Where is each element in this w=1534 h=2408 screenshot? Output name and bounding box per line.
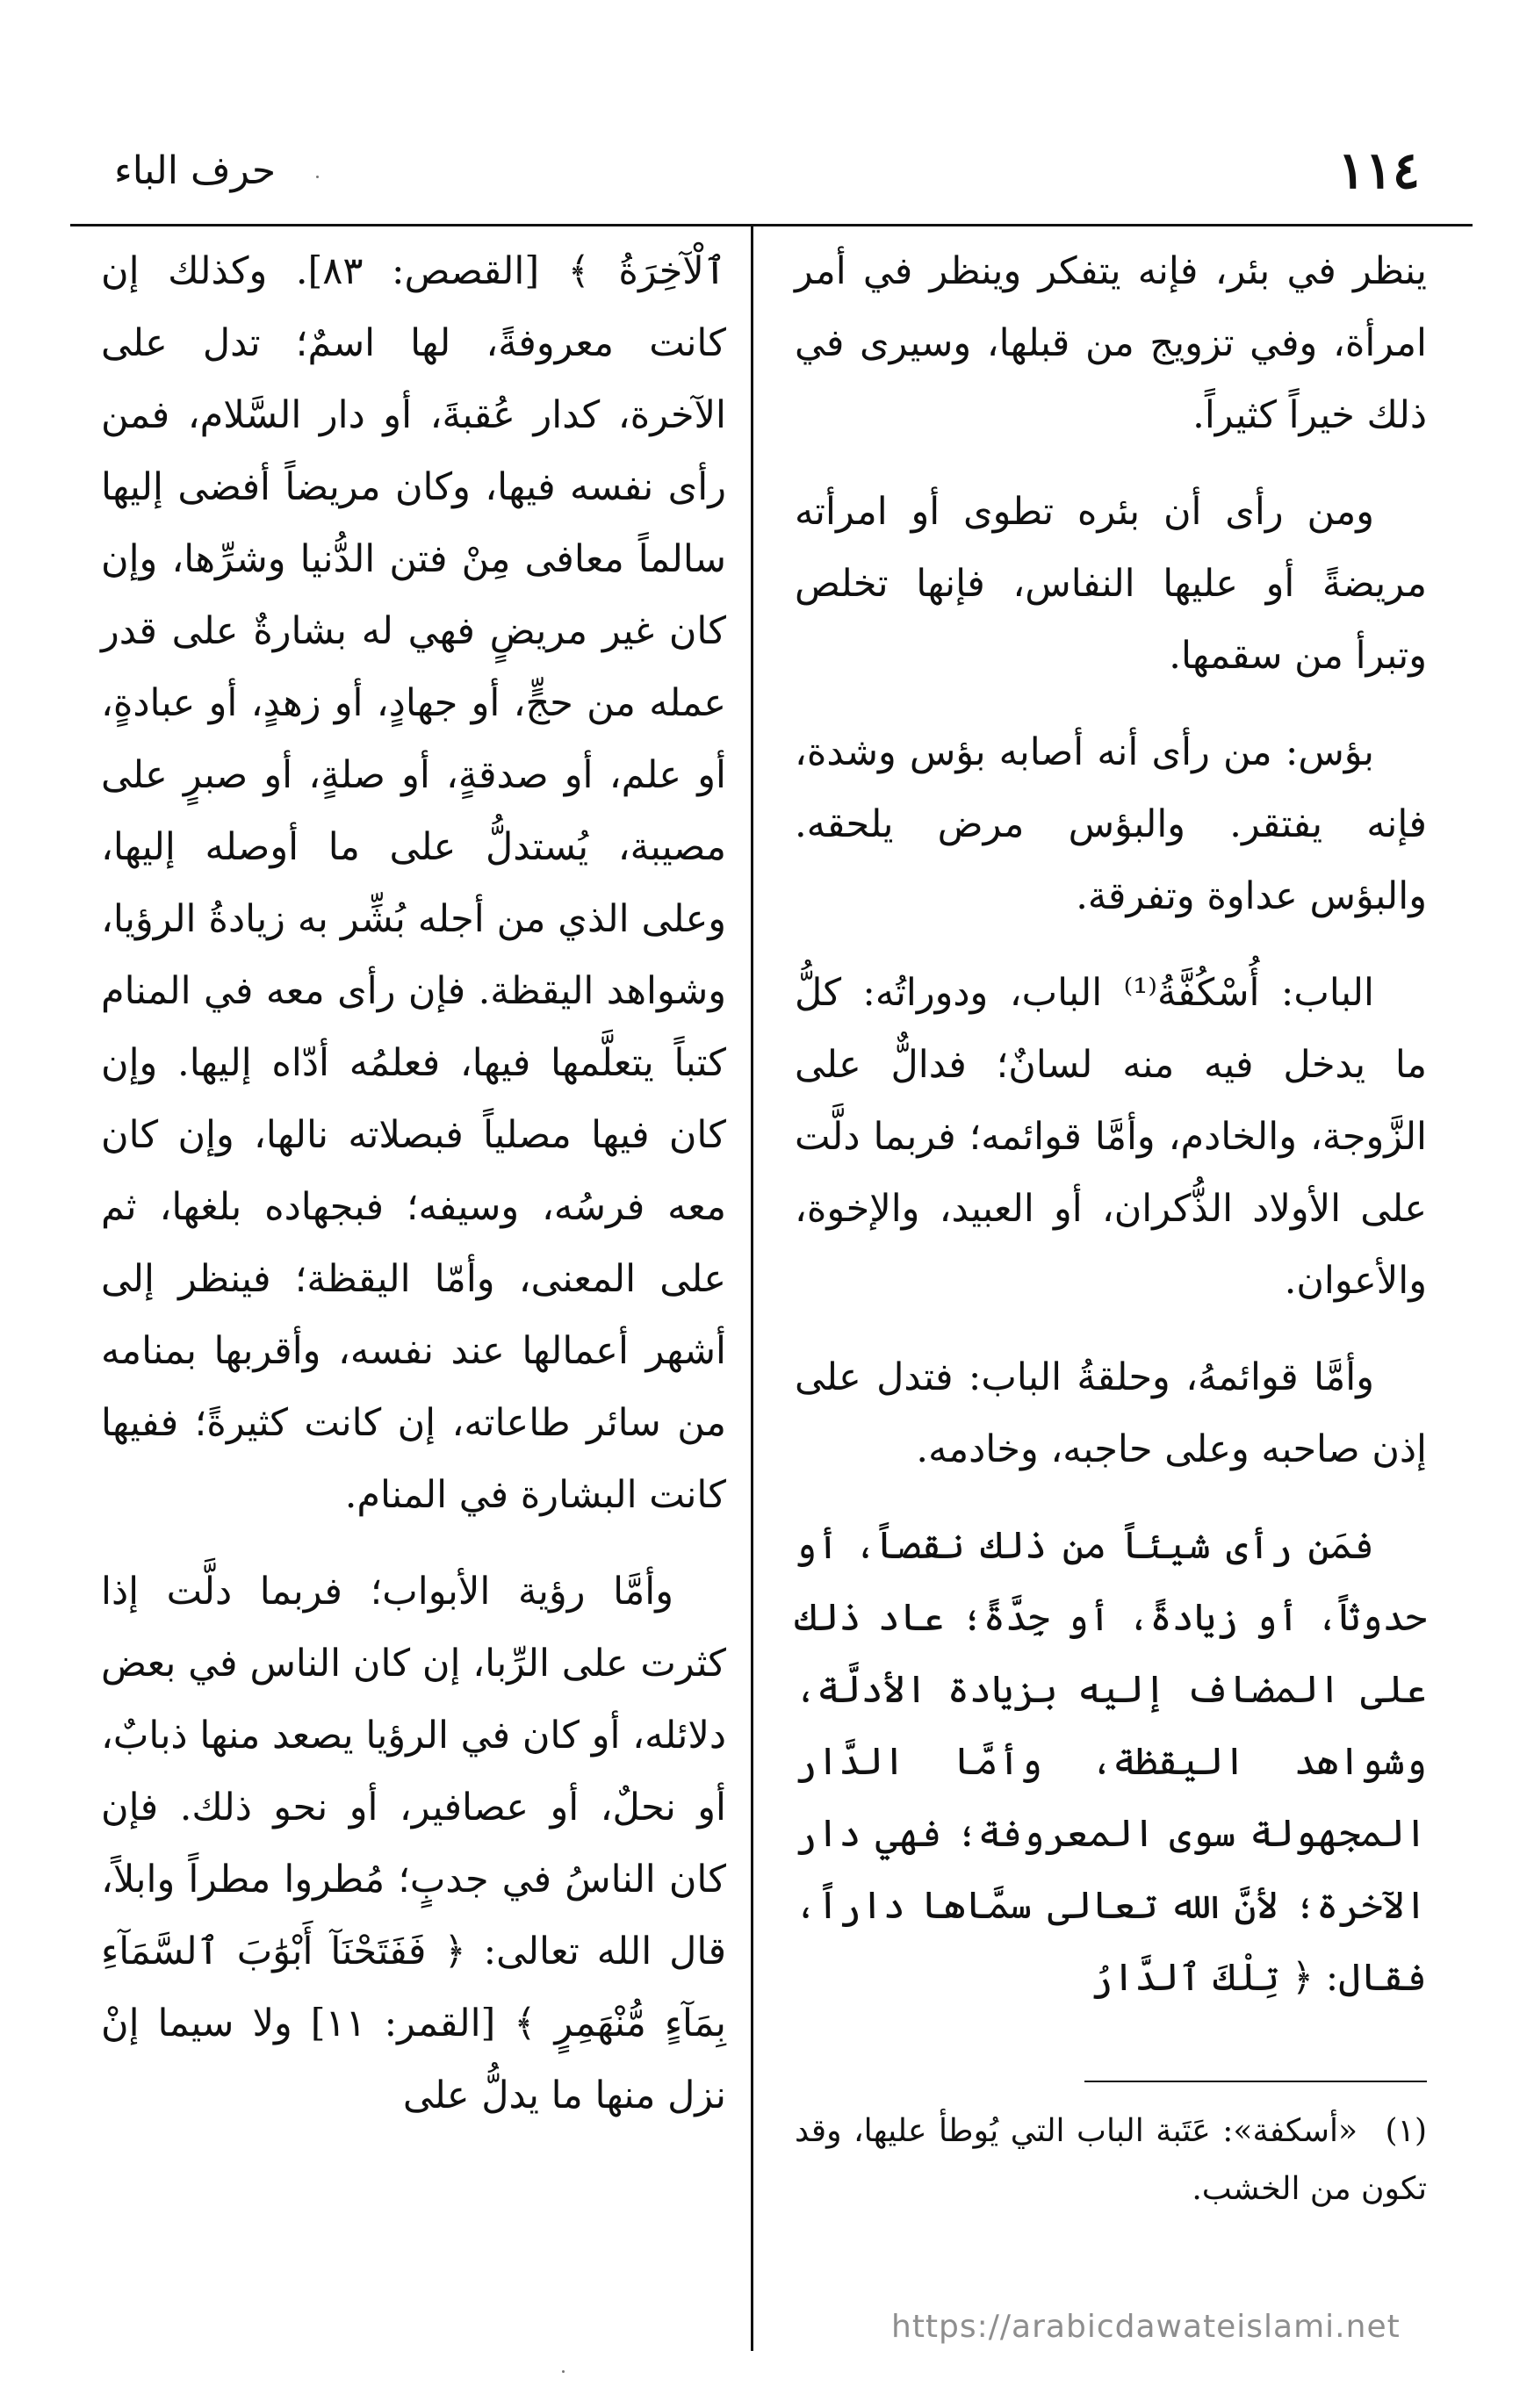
paragraph: فمَن رأى شيئاً من ذلك نقصاً، أو حدوثاً، أو زيادةً، أو جِدَّةً؛ عاد ذلك على المضاف إليه بزيادة الأدلَّة، وشواهد اليقظة، وأمَّا الدَّار المجهولة سوى المعروفة؛ فهي دار الآخرة؛ لأنَّ الله تعالى سمَّاها داراً، فقال: ﴿ تِلْكَ ٱلدَّارُ	[795, 1524, 1427, 2000]
scan-speck	[316, 176, 319, 178]
left-column	[101, 235, 726, 2156]
paragraph: الباب: أُسْكُفَّةُ⁽¹⁾ الباب، ودوراتُه: كلُّ ما يدخل فيه منه لسانٌ؛ فدالٌّ على الزَّوجة، والخادم، وأمَّا قوائمه؛ فربما دلَّت على الأولاد الذُّكران، أو العبيد، والإخوة، والأعوان.	[795, 971, 1427, 1303]
paragraph: ينظر في بئر، فإنه يتفكر وينظر في أمر امرأة، وفي تزويج من قبلها، وسيرى في ذلك خيراً كثيراً.	[795, 249, 1427, 437]
paragraph: ٱلْآخِرَةُ ﴾ [القصص: ٨٣]. وكذلك إن كانت معروفةً، لها اسمٌ؛ تدل على الآخرة، كدار عُقبةَ، أو دار السَّلام، فمن رأى نفسه فيها، وكان مريضاً أفضى إليها سالماً معافى مِنْ فتن الدُّنيا وشرِّها، وإن كان غير مريضٍ فهي له بشارةٌ على قدر عمله من حجٍّ، أو جهادٍ، أو زهدٍ، أو عبادةٍ، أو علم، أو صدقةٍ، أو صلةٍ، أو صبرٍ على مصيبة، يُستدلُّ على ما أوصله إليها، وعلى الذي من أجله بُشِّر به زيادةُ الرؤيا، وشواهد اليقظة. فإن رأى معه في المنام كتباً يتعلَّمها فيها، فعلمُه أدّاه إليها. وإن كان فيها مصلياً فبصلاته نالها، وإن كان معه فرسُه، وسيفه؛ فبجهاده بلغها، ثم على المعنى، وأمّا اليقظة؛ فينظر إلى أشهر أعمالها عند نفسه، وأقربها بمنامه من سائر طاعاته، إن كانت كثيرةً؛ ففيها كانت البشارة في المنام.	[101, 249, 726, 1517]
page-number: ١١٤	[1337, 140, 1420, 200]
footnote-rule	[1084, 2081, 1427, 2082]
scan-speck	[562, 2370, 565, 2373]
footnotes	[795, 2103, 1427, 2218]
paragraph: وأمَّا رؤية الأبواب؛ فربما دلَّت إذا كثرت على الرِّبا، إن كان الناس في بعض دلائله، أو كان في الرؤيا يصعد منها ذبابٌ، أو نحلٌ، أو عصافير، أو نحو ذلك. فإن كان الناسُ في جدبٍ؛ مُطروا مطراً وابلاً، قال الله تعالى: ﴿ فَفَتَحْنَآ أَبْوَٰبَ ٱلسَّمَآءِ بِمَآءٍ مُّنْهَمِرٍ ﴾ [القمر: ١١] ولا سيما إنْ نزل منها ما يدلُّ على	[101, 1570, 726, 2117]
footnote	[795, 2103, 1427, 2218]
watermark: https://arabicdawateislami.net	[891, 2309, 1401, 2345]
footnote-text: «أسكفة»: عَتَبة الباب التي يُوطأ عليها، وقد تكون من الخشب.	[795, 2113, 1427, 2207]
right-column	[795, 235, 1427, 2038]
footnote-marker: (١)	[1385, 2113, 1427, 2149]
page-header	[114, 140, 1420, 215]
paragraph: وأمَّا قوائمهُ، وحلقةُ الباب: فتدل على إذن صاحبه وعلى حاجبه، وخادمه.	[795, 1355, 1427, 1471]
header-rule	[70, 224, 1473, 226]
column-divider	[751, 226, 753, 2351]
paragraph: ومن رأى أن بئره تطوى أو امرأته مريضةً أو عليها النفاس، فإنها تخلص وتبرأ من سقمها.	[795, 490, 1427, 678]
paragraph: بؤس: من رأى أنه أصابه بؤس وشدة، فإنه يفتقر. والبؤس مرض يلحقه. والبؤس عداوة وتفرقة.	[795, 730, 1427, 918]
running-title: حرف الباء	[114, 148, 277, 193]
